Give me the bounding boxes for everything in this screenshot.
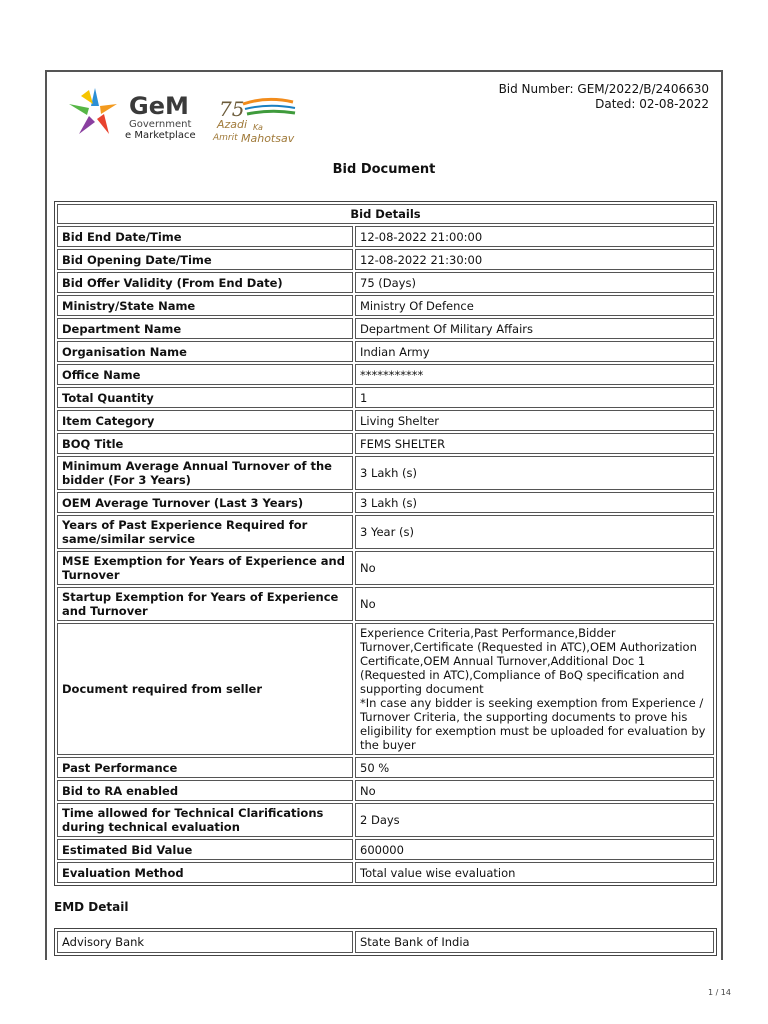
table-row [57, 551, 714, 585]
row-value: 3 Lakh (s) [355, 492, 714, 513]
table-row [57, 433, 714, 454]
row-value: 75 (Days) [355, 272, 714, 293]
row-value: 3 Lakh (s) [355, 456, 714, 490]
row-label: MSE Exemption for Years of Experience and Turnover [57, 551, 353, 585]
row-label: Total Quantity [57, 387, 353, 408]
row-value: 12-08-2022 21:30:00 [355, 249, 714, 270]
emd-label: Advisory Bank [57, 931, 353, 953]
row-label: Bid Opening Date/Time [57, 249, 353, 270]
row-label: BOQ Title [57, 433, 353, 454]
table-row [57, 515, 714, 549]
emd-section-title: EMD Detail [54, 900, 129, 914]
table-row [57, 803, 714, 837]
row-value: FEMS SHELTER [355, 433, 714, 454]
row-value: Living Shelter [355, 410, 714, 431]
row-label: Organisation Name [57, 341, 353, 362]
row-value: 12-08-2022 21:00:00 [355, 226, 714, 247]
table-row [57, 341, 714, 362]
row-label: Bid to RA enabled [57, 780, 353, 801]
row-label: Ministry/State Name [57, 295, 353, 316]
page-number: 1 / 14 [707, 988, 731, 997]
row-value: 50 % [355, 757, 714, 778]
azadi-number: 75 [219, 97, 245, 121]
table-row [57, 839, 714, 860]
row-value: Indian Army [355, 341, 714, 362]
row-value: No [355, 587, 714, 621]
table-row [57, 780, 714, 801]
row-label: Department Name [57, 318, 353, 339]
table-row [57, 492, 714, 513]
bid-number: Bid Number: GEM/2022/B/2406630 [498, 82, 709, 96]
azadi-text4: Mahotsav [241, 132, 295, 145]
row-value [355, 623, 714, 755]
table-row [57, 226, 714, 247]
gem-star-icon [69, 86, 119, 134]
row-label: Bid Offer Validity (From End Date) [57, 272, 353, 293]
row-label: Evaluation Method [57, 862, 353, 883]
table-row [57, 249, 714, 270]
azadi-text1: Azadi [217, 118, 248, 131]
page-title: Bid Document [332, 162, 436, 177]
table-row [57, 272, 714, 293]
row-value-note: *In case any bidder is seeking exemption from Experience / Turnover Criteria, the supporting documents to prove his eligibility for exemption must be uploaded for evaluation by the buyer [360, 696, 706, 752]
row-label: Bid End Date/Time [57, 226, 353, 247]
table-header-row [57, 204, 714, 224]
table-row [57, 387, 714, 408]
row-value: 2 Days [355, 803, 714, 837]
row-label: Document required from seller [57, 623, 353, 755]
row-value: No [355, 551, 714, 585]
bid-details-table [54, 201, 717, 886]
row-label: Minimum Average Annual Turnover of the bidder (For 3 Years) [57, 456, 353, 490]
bid-meta [499, 82, 709, 112]
table-row [57, 318, 714, 339]
row-label: OEM Average Turnover (Last 3 Years) [57, 492, 353, 513]
azadi-text3: Amrit [213, 133, 238, 143]
document-page [45, 70, 723, 960]
row-label: Item Category [57, 410, 353, 431]
row-value: *********** [355, 364, 714, 385]
gem-sub1: Government [129, 119, 192, 130]
row-value: Total value wise evaluation [355, 862, 714, 883]
table-row [57, 587, 714, 621]
row-value: Department Of Military Affairs [355, 318, 714, 339]
emd-table [54, 928, 717, 956]
row-value: Ministry Of Defence [355, 295, 714, 316]
table-row [57, 295, 714, 316]
table-row [57, 862, 714, 883]
table-row [57, 456, 714, 490]
gem-sub2: e Marketplace [125, 130, 196, 141]
row-label: Years of Past Experience Required for same/similar service [57, 515, 353, 549]
azadi-text2: Ka [253, 123, 263, 132]
row-label: Past Performance [57, 757, 353, 778]
row-value: 1 [355, 387, 714, 408]
table-row [57, 931, 714, 953]
row-value: 600000 [355, 839, 714, 860]
bid-date: Dated: 02-08-2022 [595, 97, 709, 111]
row-label: Time allowed for Technical Clarifications during technical evaluation [57, 803, 353, 837]
bid-details-heading: Bid Details [57, 204, 714, 224]
emd-value: State Bank of India [355, 931, 714, 953]
row-label: Startup Exemption for Years of Experience and Turnover [57, 587, 353, 621]
table-row [57, 364, 714, 385]
row-label: Estimated Bid Value [57, 839, 353, 860]
table-row [57, 410, 714, 431]
row-value-text: Experience Criteria,Past Performance,Bidder Turnover,Certificate (Requested in ATC),OEM Authorization Certificate,OEM Annual Turnover,Additional Doc 1 (Requested in ATC),Compliance of BoQ specification and supporting document [360, 626, 697, 696]
row-value: No [355, 780, 714, 801]
table-row [57, 757, 714, 778]
row-label: Office Name [57, 364, 353, 385]
table-row [57, 623, 714, 755]
row-value: 3 Year (s) [355, 515, 714, 549]
gem-logo-text: GeM [129, 92, 189, 120]
gem-azadi-logos [67, 84, 307, 146]
